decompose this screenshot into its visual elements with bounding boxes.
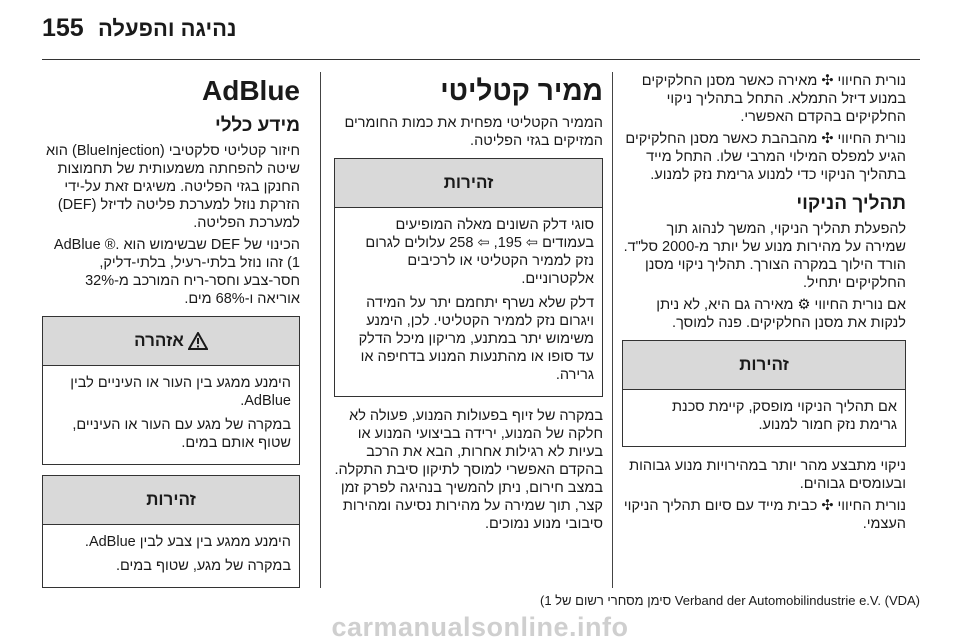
section-subheading: תהליך הניקוי: [796, 193, 906, 214]
caution-heading: זהירות: [335, 159, 602, 208]
warning-triangle-icon: [188, 332, 208, 350]
caution-text: במקרה של מגע, שטוף במים.: [115, 558, 291, 574]
warning-heading-label: אזהרה: [134, 331, 184, 350]
paragraph: במקרה של זיוף בפעולות המנוע, פעולה לא חלקה של המנוע, ירידה בביצועי המנוע או בעיות לא רגילות אחרות, הבא את הרכב בהקדם האפשרי למוסך לתיקון סיבת התקלה. במצב חירום, ניתן להמשיך בנהיגה לפרק זמן קצר, תוך שמירה על מהירות נסיעה ומהירות סיבובי מנוע נמוכים.: [334, 408, 603, 532]
header-divider: [42, 59, 920, 60]
paragraph: נורית החיווי ✣ מהבהבת כאשר מסנן החלקיקים הגיע למפלס המילוי המרבי שלו. התחל מייד בתהליך הניקוי כדי למנוע גרימת נזק למנוע.: [625, 131, 906, 183]
middle-column: [334, 72, 603, 537]
section-heading: AdBlue: [202, 75, 300, 106]
right-column: [622, 72, 906, 537]
paragraph: להפעלת תהליך הניקוי, המשך לנהוג תוך שמירה על מהירות מנוע של יותר מ-2000 סל"ד. הורד הילוך במקרה הצורך. תהליך ניקוי מסנן החלקיקים יתחיל.: [623, 221, 906, 291]
caution-text: סוגי דלק השונים מאלה המופיעים בעמודים ⇦ 195, ⇦ 258 עלולים לגרום נזק לממיר הקטליטי או לרכיבים אלקטרוניים.: [365, 217, 594, 287]
caution-heading: זהירות: [623, 341, 905, 390]
warning-heading: [43, 317, 299, 366]
caution-text: דלק שלא נשרף יתחמם יתר על המידה ויגרום נזק לממיר הקטליטי. לכן, הימנע משימוש יתר במתנע, מריקון מיכל הדלק עד סופו או מהתנעות המנוע בדחיפה או גרירה.: [358, 295, 594, 383]
column-divider-left: [320, 72, 321, 588]
warning-text: הימנע ממגע בין העור או העיניים לבין AdBlue.: [70, 375, 291, 409]
caution-box: [334, 158, 603, 397]
caution-text: אם תהליך הניקוי מופסק, קיימת סכנת גרימת נזק חמור למנוע.: [672, 399, 897, 433]
caution-box: [42, 475, 300, 588]
paragraph: ניקוי מתבצע מהר יותר במהירויות מנוע גבוהות ובעומסים גבוהים.: [629, 458, 906, 492]
caution-box: [622, 340, 906, 447]
paragraph: הממיר הקטליטי מפחית את כמות החומרים המזיקים בגזי הפליטה.: [344, 115, 603, 149]
page-title: נהיגה והפעלה: [98, 16, 237, 41]
page-header: [0, 0, 960, 64]
paragraph: אם נורית החיווי ⚙ מאירה גם היא, לא ניתן לנקות את מסנן החלקיקים. פנה למוסך.: [656, 297, 906, 331]
paragraph: הכינוי של DEF שבשימוש הוא AdBlue ®.(1 זהו נוזל בלתי-רעיל, בלתי-דליק, חסר-צבע וחסר-ריח המורכב מ-32% אוריאה ו-68% מים.: [53, 237, 300, 307]
paragraph: נורית החיווי ✣ כבית מייד עם סיום תהליך הניקוי העצמי.: [623, 498, 906, 532]
left-column: [42, 72, 300, 598]
page-number: 155: [42, 14, 84, 42]
column-divider-right: [612, 72, 613, 588]
warning-box: [42, 316, 300, 465]
watermark: carmanualsonline.info: [331, 612, 629, 642]
footnote: (1 סימן מסחרי רשום של Verband der Automobilindustrie e.V. (VDA): [540, 593, 920, 608]
warning-text: במקרה של מגע עם העור או העיניים, שטוף אותם במים.: [72, 417, 291, 451]
caution-heading: זהירות: [43, 476, 299, 525]
paragraph: חיזור קטליטי סלקטיבי (BlueInjection) הוא שיטה להפחתה משמעותית של תחמוצות החנקן בגזי הפליטה. משיגים זאת על-ידי הזרקת נוזל למערכת פליטה לדיזל (DEF) למערכת הפליטה.: [45, 143, 300, 231]
caution-text: הימנע ממגע בין צבע לבין AdBlue.: [84, 534, 291, 550]
paragraph: נורית החיווי ✣ מאירה כאשר מסנן החלקיקים במנוע דיזל התמלא. התחל בתהליך ניקוי החלקיקים בהקדם האפשרי.: [641, 73, 906, 125]
section-subheading: מידע כללי: [214, 115, 300, 136]
section-heading: ממיר קטליטי: [440, 75, 603, 106]
